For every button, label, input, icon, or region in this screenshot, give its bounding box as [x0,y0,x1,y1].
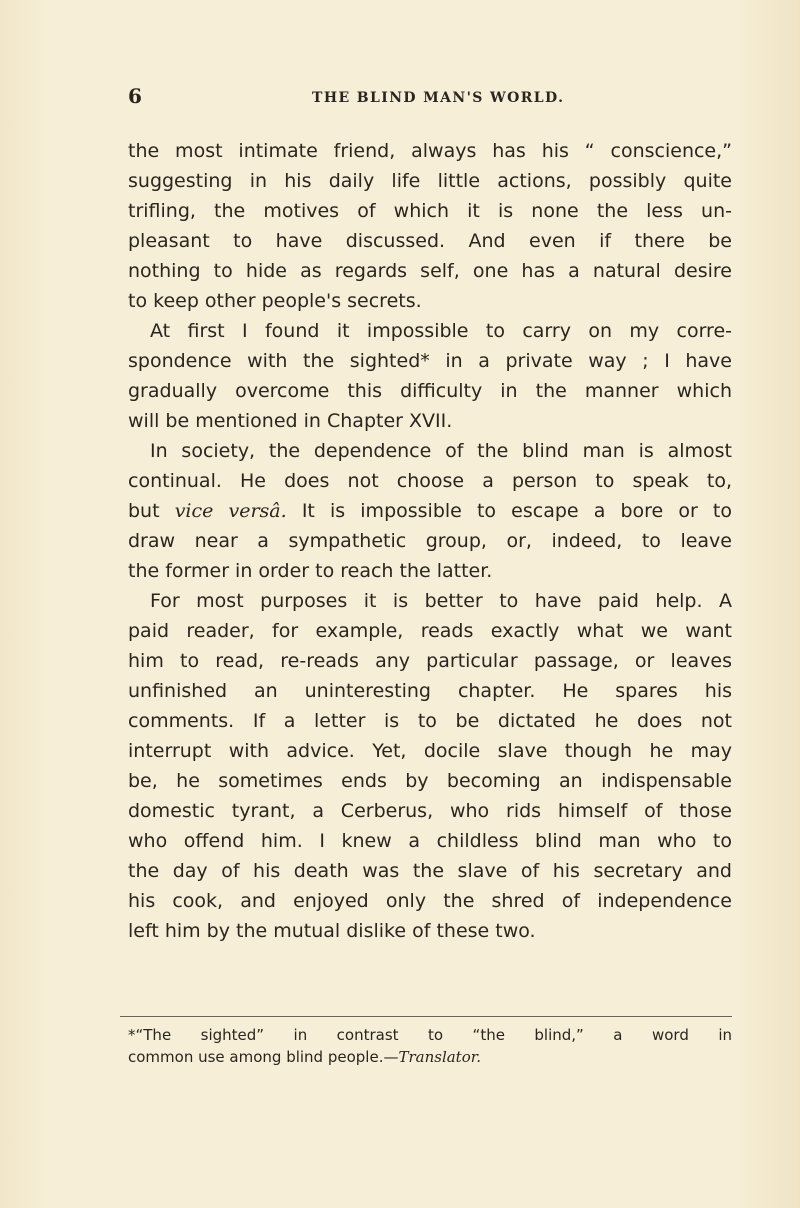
text-line: nothing to hide as regards self, one has a natural desire [128,260,732,282]
footnote [128,1024,732,1068]
text-line: unfinished an uninteresting chapter. He spares his [128,680,732,702]
body-text [128,136,732,946]
text-line: draw near a sympathetic group, or, indeed, to leave [128,530,732,552]
text-line: will be mentioned in Chapter XVII. [128,410,453,432]
text-line: his cook, and enjoyed only the shred of independence [128,890,732,912]
text-line: At first I found it impossible to carry on my corre- [150,320,732,342]
text-line-mixed [128,496,732,526]
running-head [128,86,728,110]
text-line: the most intimate friend, always has his “ conscience,” [128,140,732,162]
text-line: be, he sometimes ends by becoming an indispensable [128,770,732,792]
text-line: continual. He does not choose a person to speak to, [128,470,732,492]
text-line: left him by the mutual dislike of these two. [128,920,536,942]
footnote-text: common use among blind people.— [128,1048,399,1066]
footnote-line: *“The sighted” in contrast to “the blind,” a word in [128,1026,732,1044]
text-line: suggesting in his daily life little actions, possibly quite [128,170,732,192]
text-line: interrupt with advice. Yet, docile slave though he may [128,740,732,762]
footnote-attribution: Translator. [398,1048,482,1066]
text-line: spondence with the sighted* in a private way ; I have [128,350,732,372]
text-line: gradually overcome this difficulty in the manner which [128,380,732,402]
footnote-divider [120,1016,732,1017]
text-line: who offend him. I knew a childless blind man who to [128,830,732,852]
text-line: to keep other people's secrets. [128,290,422,312]
text-line: For most purposes it is better to have paid help. A [150,590,732,612]
text-line: trifling, the motives of which it is none the less un- [128,200,732,222]
text-line: In society, the dependence of the blind man is almost [150,440,732,462]
text-segment: It is impossible to escape a bore or to [301,500,732,522]
text-line: comments. If a letter is to be dictated he does not [128,710,732,732]
text-line: the day of his death was the slave of his secretary and [128,860,732,882]
footnote-line [128,1046,732,1068]
text-line: paid reader, for example, reads exactly what we want [128,620,732,642]
text-line: domestic tyrant, a Cerberus, who rids himself of those [128,800,732,822]
text-line: pleasant to have discussed. And even if there be [128,230,732,252]
page-number: 6 [128,84,142,108]
text-line: him to read, re-reads any particular passage, or leaves [128,650,732,672]
running-head-title: THE BLIND MAN'S WORLD. [312,90,565,106]
text-line: the former in order to reach the latter. [128,560,493,582]
text-segment: but [128,500,160,522]
italic-phrase: vice versâ. [174,500,287,522]
